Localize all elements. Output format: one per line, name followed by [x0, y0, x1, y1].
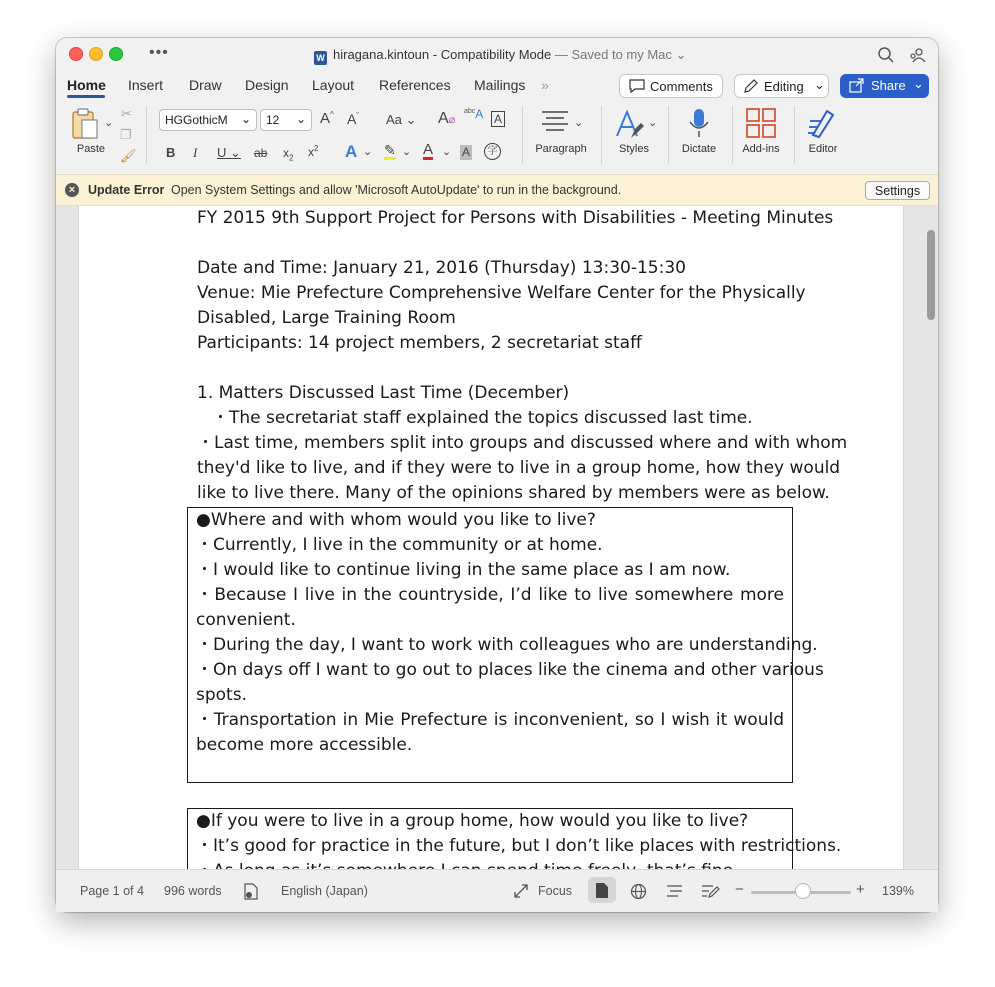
- minimize-window-button[interactable]: [89, 47, 103, 61]
- focus-label[interactable]: Focus: [538, 884, 573, 898]
- grow-font-icon[interactable]: A^: [320, 110, 334, 127]
- font-name-select[interactable]: [159, 109, 257, 131]
- comments-button[interactable]: [619, 74, 723, 98]
- chevron-down-icon[interactable]: ⌄: [671, 47, 687, 62]
- copy-icon[interactable]: ❐: [120, 127, 132, 142]
- styles-icon[interactable]: [613, 108, 647, 140]
- box-heading: ●If you were to live in a group home, how would you like to live?: [196, 811, 749, 831]
- styles-label: Styles: [619, 143, 649, 155]
- font-size-select[interactable]: [260, 109, 312, 131]
- chevron-down-icon[interactable]: ⌄: [363, 146, 373, 158]
- box-line: ・On days off I want to go out to places like the cinema and other various: [196, 660, 824, 680]
- settings-button[interactable]: Settings: [865, 181, 930, 200]
- paste-icon[interactable]: [70, 108, 100, 140]
- ribbon-separator: [146, 106, 147, 164]
- strikethrough-icon[interactable]: ab: [254, 146, 268, 160]
- box-line: convenient.: [196, 610, 296, 630]
- draft-icon[interactable]: [701, 883, 719, 899]
- editing-mode-button[interactable]: [734, 74, 829, 98]
- document-canvas[interactable]: [56, 206, 938, 869]
- ribbon-separator: [794, 106, 795, 164]
- compat-mode: Compatibility Mode: [440, 47, 552, 62]
- chevron-down-icon[interactable]: ⌄: [574, 117, 584, 129]
- ribbon-separator: [668, 106, 669, 164]
- window-title: W hiragana.kintoun - Compatibility Mode — Saved to my Mac ⌄: [314, 47, 686, 65]
- save-status: — Saved to my Mac: [554, 47, 672, 62]
- file-name: hiragana.kintoun: [333, 47, 430, 62]
- chevron-down-icon[interactable]: ⌄: [442, 146, 452, 158]
- editor-label: Editor: [808, 143, 838, 155]
- paragraph-icon[interactable]: [540, 108, 572, 134]
- box-line: ・Currently, I live in the community or at home.: [196, 535, 603, 555]
- chevron-down-icon: ⌄: [814, 77, 825, 92]
- phonetic-guide-icon[interactable]: $^{abc}$A: [464, 107, 484, 121]
- editing-label: Editing: [764, 79, 804, 94]
- superscript-icon[interactable]: $x^2$: [308, 144, 319, 159]
- share-button[interactable]: [840, 74, 929, 98]
- zoom-in-icon[interactable]: +: [856, 881, 865, 898]
- paste-label: Paste: [76, 143, 106, 155]
- section-bullet: ・The secretariat staff explained the topics discussed last time.: [212, 408, 753, 428]
- box-line: ・I would like to continue living in the same place as I am now.: [196, 560, 731, 580]
- tab-draw[interactable]: Draw: [189, 77, 222, 93]
- font-size-value: 12: [266, 113, 280, 127]
- vertical-scrollbar[interactable]: [927, 230, 935, 320]
- text-effects-icon[interactable]: A: [345, 142, 358, 161]
- pencil-icon: [743, 79, 758, 94]
- page-count[interactable]: Page 1 of 4: [80, 884, 144, 898]
- ribbon-separator: [522, 106, 523, 164]
- error-icon[interactable]: ×: [65, 183, 79, 197]
- clear-formatting-icon[interactable]: A⌀: [438, 110, 456, 127]
- comment-icon: [629, 79, 645, 93]
- venue-line-1: Venue: Mie Prefecture Comprehensive Welfare Center for the Physically: [197, 283, 806, 303]
- share-label: Share: [871, 78, 906, 93]
- ribbon-separator: [601, 106, 602, 164]
- title-bar: [56, 38, 938, 72]
- status-bar: [56, 869, 938, 912]
- section-paragraph-line: ・Last time, members split into groups and discussed where and with whom: [197, 433, 848, 453]
- word-doc-icon: W: [314, 51, 327, 65]
- tab-design[interactable]: Design: [245, 77, 289, 93]
- share-icon: [849, 78, 865, 93]
- box-line: become more accessible.: [196, 735, 413, 755]
- chevron-down-icon[interactable]: ⌄: [402, 146, 412, 158]
- close-window-button[interactable]: [69, 47, 83, 61]
- microphone-icon[interactable]: [688, 107, 710, 139]
- venue-line-2: Disabled, Large Training Room: [197, 308, 456, 328]
- box-line: ・It’s good for practice in the future, but I don’t like places with restrictions.: [196, 836, 842, 856]
- proofing-icon[interactable]: [243, 883, 259, 900]
- dictate-label: Dictate: [681, 143, 717, 155]
- home-ribbon: [56, 104, 938, 174]
- notification-title: Update Error: [88, 183, 165, 197]
- comments-label: Comments: [650, 79, 713, 94]
- add-ins-label: Add-ins: [742, 143, 780, 155]
- paragraph-label: Paragraph: [535, 143, 587, 155]
- tab-references[interactable]: References: [379, 77, 451, 93]
- box-line: ・Transportation in Mie Prefecture is inconvenient, so I wish it would: [196, 710, 784, 730]
- notification-message: Open System Settings and allow 'Microsoft AutoUpdate' to run in the background.: [171, 183, 622, 197]
- highlight-icon[interactable]: ✎: [384, 142, 396, 158]
- change-case-icon[interactable]: Aa ⌄: [386, 112, 417, 127]
- meeting-date: Date and Time: January 21, 2016 (Thursday) 13:30-15:30: [197, 258, 686, 278]
- italic-icon[interactable]: I: [193, 145, 198, 160]
- enclose-characters-icon[interactable]: 字: [484, 143, 501, 160]
- character-border-icon[interactable]: A: [491, 111, 505, 127]
- opinion-box-1: [187, 507, 824, 783]
- participants: Participants: 14 project members, 2 secretariat staff: [197, 333, 642, 353]
- word-window: [56, 38, 938, 912]
- shrink-font-icon[interactable]: $A^ˇ$: [347, 111, 360, 127]
- chevron-down-icon: ⌄: [240, 112, 251, 126]
- section-heading: 1. Matters Discussed Last Time (December): [197, 383, 570, 403]
- print-layout-icon: [595, 882, 609, 899]
- focus-icon[interactable]: [513, 883, 529, 899]
- web-layout-icon[interactable]: [630, 883, 647, 900]
- document-title: FY 2015 9th Support Project for Persons with Disabilities - Meeting Minutes: [197, 208, 834, 228]
- language[interactable]: English (Japan): [281, 884, 368, 898]
- share-people-icon[interactable]: [908, 46, 926, 64]
- chevron-down-icon: ⌄: [913, 76, 924, 91]
- section-paragraph-line: they'd like to live, and if they were to live in a group home, how they would: [197, 458, 841, 478]
- box-heading: ●Where and with whom would you like to live?: [196, 510, 596, 530]
- bold-icon[interactable]: B: [166, 145, 176, 160]
- chevron-down-icon[interactable]: ⌄: [648, 117, 658, 129]
- editor-icon[interactable]: [807, 107, 841, 139]
- add-ins-icon[interactable]: [745, 107, 777, 139]
- word-count[interactable]: 996 words: [164, 884, 222, 898]
- maximize-window-button[interactable]: [109, 47, 123, 61]
- subscript-icon[interactable]: $x_2$: [283, 146, 294, 163]
- active-tab-indicator: [67, 95, 105, 98]
- ribbon-separator: [732, 106, 733, 164]
- zoom-out-icon[interactable]: −: [735, 881, 744, 898]
- format-painter-icon[interactable]: 🖌: [120, 148, 137, 163]
- box-line: ・During the day, I want to work with colleagues who are understanding.: [196, 635, 818, 655]
- character-shading-icon[interactable]: A: [462, 145, 471, 159]
- outline-icon[interactable]: [666, 884, 683, 898]
- search-icon[interactable]: [877, 46, 895, 64]
- tab-mailings[interactable]: Mailings: [474, 77, 526, 93]
- section-paragraph-line: like to live there. Many of the opinions shared by members were as below.: [197, 483, 830, 503]
- zoom-slider-handle[interactable]: [795, 883, 811, 899]
- box-line: ・Because I live in the countryside, I’d like to live somewhere more: [196, 585, 784, 605]
- zoom-level[interactable]: 139%: [882, 884, 914, 898]
- update-error-bar: [56, 174, 938, 206]
- box-line: spots.: [196, 685, 247, 705]
- more-icon[interactable]: •••: [149, 44, 169, 61]
- tab-insert[interactable]: Insert: [128, 77, 164, 93]
- document-page[interactable]: [78, 206, 904, 869]
- chevron-down-icon[interactable]: ⌄: [104, 117, 114, 129]
- more-tabs-icon[interactable]: »: [541, 77, 549, 93]
- font-color-icon[interactable]: A: [423, 141, 434, 158]
- cut-icon[interactable]: ✂: [121, 106, 132, 121]
- font-name-value: HGGothicM: [165, 113, 228, 127]
- tab-home[interactable]: Home: [67, 77, 106, 93]
- chevron-down-icon: ⌄: [295, 112, 306, 126]
- underline-icon[interactable]: U ⌄: [217, 145, 241, 160]
- tab-layout[interactable]: Layout: [312, 77, 355, 93]
